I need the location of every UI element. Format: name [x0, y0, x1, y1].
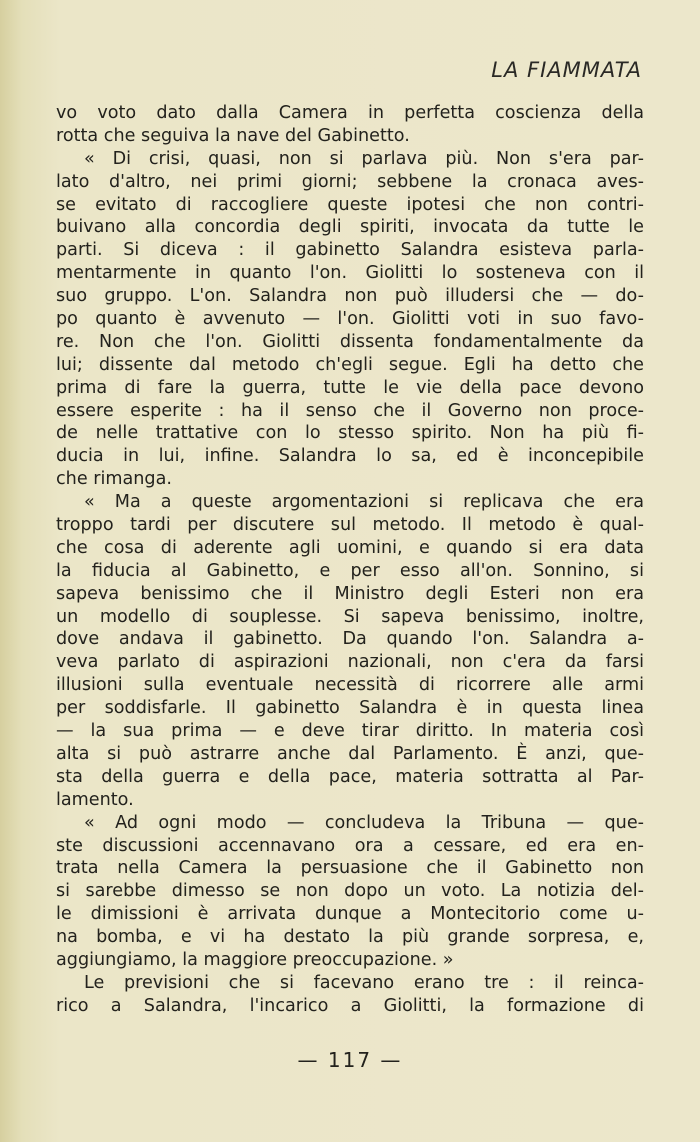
text-line: prima di fare la guerra, tutte le vie della pace devono	[56, 377, 644, 398]
text-line: illusioni sulla eventuale necessità di ricorrere alle armi	[56, 675, 644, 696]
text-line: un modello di souplesse. Si sapeva benissimo, inoltre,	[56, 606, 644, 627]
text-line: ducia in lui, infine. Salandra lo sa, ed è inconcepibile	[56, 446, 644, 467]
text-line: le dimissioni è arrivata dunque a Montecitorio come u-	[56, 904, 644, 925]
text-line: re. Non che l'on. Giolitti dissenta fondamentalmente da	[56, 331, 644, 352]
text-line: sapeva benissimo che il Ministro degli Esteri non era	[56, 583, 644, 604]
text-line: si sarebbe dimesso se non dopo un voto. La notizia del-	[56, 881, 644, 902]
text-line: la fiducia al Gabinetto, e per esso all'on. Sonnino, si	[56, 560, 644, 581]
body-text	[56, 102, 644, 1018]
text-line: Le previsioni che si facevano erano tre : il reinca-	[84, 972, 644, 993]
text-line: « Ma a queste argomentazioni si replicava che era	[84, 492, 644, 513]
text-line: veva parlato di aspirazioni nazionali, non c'era da farsi	[56, 652, 644, 673]
text-line: lamento.	[56, 789, 134, 810]
text-line: se evitato di raccogliere queste ipotesi che non contri-	[56, 194, 644, 215]
text-line: dove andava il gabinetto. Da quando l'on. Salandra a-	[56, 629, 644, 650]
text-line: « Ad ogni modo — concludeva la Tribuna — que-	[84, 812, 644, 833]
text-line: vo voto dato dalla Camera in perfetta coscienza della	[56, 103, 644, 123]
text-line: che rimanga.	[56, 469, 172, 490]
text-line: mentarmente in quanto l'on. Giolitti lo sosteneva con il	[56, 263, 644, 284]
text-line: po quanto è avvenuto — l'on. Giolitti voti in suo favo-	[56, 309, 644, 330]
text-line: aggiungiamo, la maggiore preoccupazione. »	[56, 949, 454, 970]
text-line: che cosa di aderente agli uomini, e quando si era data	[56, 537, 644, 558]
text-line: sta della guerra e della pace, materia sottratta al Par-	[56, 766, 644, 787]
text-line: rico a Salandra, l'incarico a Giolitti, la formazione di	[56, 995, 644, 1016]
text-line: suo gruppo. L'on. Salandra non può illudersi che — do-	[56, 286, 644, 307]
text-line: essere esperite : ha il senso che il Governo non proce-	[56, 400, 644, 421]
text-line: na bomba, e vi ha destato la più grande sorpresa, e,	[56, 927, 644, 948]
text-line: lato d'altro, nei primi giorni; sebbene la cronaca aves-	[56, 171, 644, 192]
text-line: per soddisfarle. Il gabinetto Salandra è in questa linea	[56, 698, 644, 719]
text-line: parti. Si diceva : il gabinetto Salandra esisteva parla-	[56, 240, 644, 261]
text-line: « Di crisi, quasi, non si parlava più. Non s'era par-	[84, 148, 644, 169]
text-line: buivano alla concordia degli spiriti, invocata da tutte le	[56, 217, 644, 238]
text-line: alta si può astrarre anche dal Parlamento. È anzi, que-	[56, 743, 644, 764]
page-number: — 117 —	[297, 1048, 403, 1072]
running-head: LA FIAMMATA	[491, 58, 642, 82]
text-line: rotta che seguiva la nave del Gabinetto.	[56, 125, 410, 146]
text-line: ste discussioni accennavano ora a cessare, ed era en-	[56, 835, 644, 856]
text-line: troppo tardi per discutere sul metodo. Il metodo è qual-	[56, 515, 644, 536]
text-line: — la sua prima — e deve tirar diritto. In materia così	[56, 721, 644, 742]
text-line: de nelle trattative con lo stesso spirito. Non ha più fi-	[56, 423, 644, 444]
text-line: trata nella Camera la persuasione che il Gabinetto non	[56, 858, 644, 879]
text-line: lui; dissente dal metodo ch'egli segue. Egli ha detto che	[56, 354, 644, 375]
